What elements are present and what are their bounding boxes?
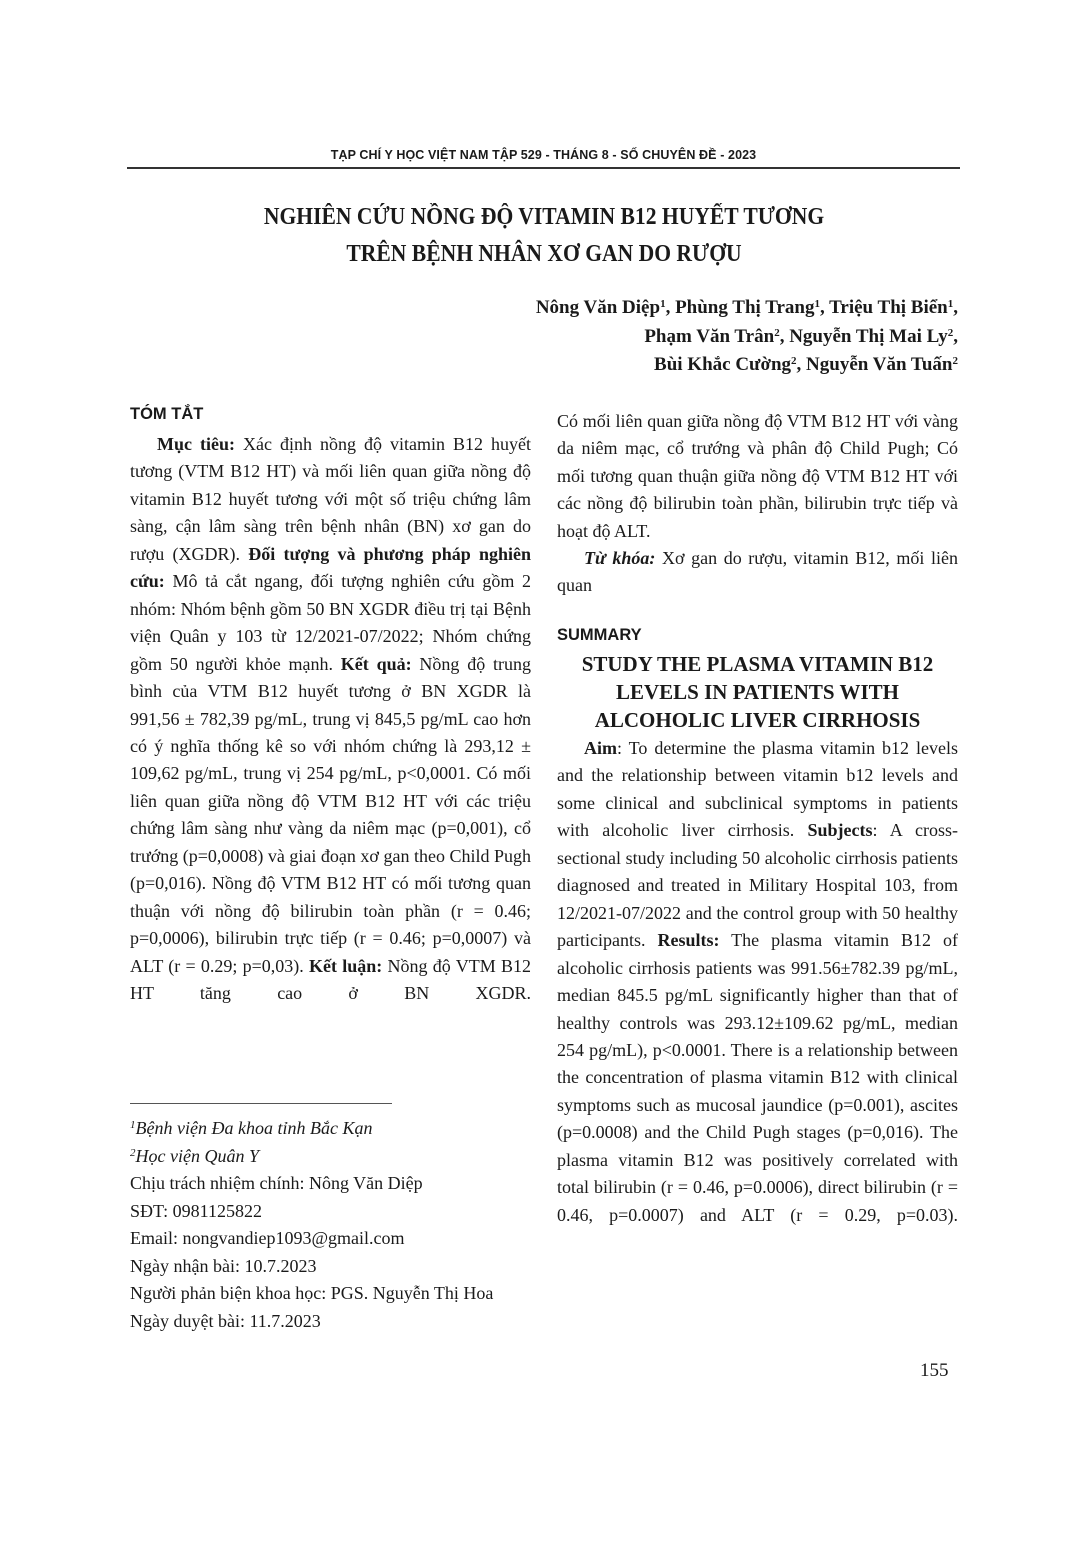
label-subjects: Subjects (807, 820, 873, 841)
corresponding-author: Chịu trách nhiệm chính: Nông Văn Diệp (130, 1173, 423, 1193)
author-name: Phạm Văn Trân (644, 325, 775, 347)
affiliation-mark: 2 (791, 355, 797, 367)
label-results: Kết quả: (340, 653, 412, 674)
abstract-text: Mô tả cắt ngang, đối tượng nghiên cứu gồm 2 nhóm: Nhóm bệnh gồm 50 BN XGDR điều trị tại Bệnh viện Quân y 103 từ 12/2021-07/2022; Nhóm chứng gồm 50 người khỏe mạnh. (130, 571, 531, 674)
summary-text: : A cross-sectional study including 50 alcoholic cirrhosis patients diagnosed and treated in Military Hospital 103, from 12/2021-07/2022 and the control group with 50 healthy participants. (557, 820, 958, 951)
abstract-heading: TÓM TẮT (130, 405, 204, 423)
summary-title-line: ALCOHOLIC LIVER CIRRHOSIS (594, 708, 921, 732)
reviewer: Người phản biện khoa học: PGS. Nguyễn Thị Hoa (130, 1283, 494, 1303)
summary-text: : To determine the plasma vitamin b12 levels and the relationship between vitamin b12 levels and some clinical and subclinical symptoms in patients with alcoholic liver cirrhosis. (557, 738, 958, 841)
affiliation-mark: 1 (814, 298, 820, 310)
affiliation-mark: 1 (660, 298, 666, 310)
abstract-text: Xác định nồng độ vitamin B12 huyết tương (VTM B12 HT) và mối liên quan giữa nồng độ vitamin B12 huyết tương với một số triệu chứng lâm sàng, cận lâm sàng trên bệnh nhân (BN) xơ gan do rượu (XGDR). (130, 434, 531, 564)
summary-text: The plasma vitamin B12 of alcoholic cirrhosis patients was 991.56±782.39 pg/mL, median 845.5 pg/mL significantly higher than that of healthy controls was 293.12±109.62 pg/mL, median 254 pg/mL), p<0.0001. There is a relationship between the concentration of plasma vitamin B12 with clinical symptoms such as mucosal jaundice (p=0.001), ascites (p=0.0008) and the Child Pugh stages (p=0,016). The plasma vitamin B12 was positively correlated with total bilirubin (r = 0.46, p=0.0006), direct bilirubin (r = 0.46, p=0.0007) and ALT (r = 0.29, p=0.03). (557, 930, 958, 1225)
affiliation-mark: 2 (947, 326, 954, 339)
label-objective: Mục tiêu: (157, 434, 235, 454)
affiliation-1: Bệnh viện Đa khoa tỉnh Bắc Kạn (135, 1118, 373, 1138)
affiliation-mark: 1 (947, 298, 954, 310)
label-results-en: Results: (657, 930, 720, 951)
header-divider (127, 167, 960, 169)
summary-title (557, 650, 958, 734)
author-list: Nông Văn Diệp$^1$, Phùng Thị Trang$^1$, Triệu Thị Biển$^1$, Phạm Văn Trân$^2$, Nguyễn Thị Mai Ly$^2$, Bùi Khắc Cường$^2$, Nguyễn Văn Tuấn$^2$ (535, 297, 958, 375)
abstract-vi-body (130, 431, 531, 1008)
keywords-label: Từ khóa: (584, 548, 656, 568)
abstract-text: Nồng độ VTM B12 HT tăng cao ở BN XGDR. (130, 955, 531, 1004)
journal-header: TẠP CHÍ Y HỌC VIỆT NAM TẬP 529 - THÁNG 8 - SỐ CHUYÊN ĐỀ - 2023 (330, 148, 757, 162)
accepted-date: Ngày duyệt bài: 11.7.2023 (130, 1310, 321, 1331)
footnote-divider (130, 1103, 392, 1104)
author-name: Phùng Thị Trang (675, 297, 815, 318)
title-line: TRÊN BỆNH NHÂN XƠ GAN DO RƯỢU (346, 241, 742, 267)
footnotes: $^1$Bệnh viện Đa khoa tỉnh Bắc Kạn $^2$Học viện Quân Y Chịu trách nhiệm chính: Nông Văn Diệp SĐT: 0981125822 Email: nongvandiep1093@gmail.com Ngày nhận bài: 10.7.2023 Người phản biện khoa học: PGS. Nguyễn Thị Hoa Ngày duyệt bài: 11.7.2023 (130, 1115, 493, 1335)
label-aim: Aim (584, 738, 617, 758)
article-title (189, 199, 898, 273)
affiliation-mark: 2 (774, 326, 780, 339)
affiliation-mark: 2 (952, 355, 958, 367)
title-line: NGHIÊN CỨU NỒNG ĐỘ VITAMIN B12 HUYẾT TƯƠNG (263, 204, 825, 230)
author-name: Nông Văn Diệp (535, 297, 661, 318)
abstract-vi-continued: Có mối liên quan giữa nồng độ VTM B12 HT với vàng da niêm mạc, cổ trướng và phân độ Child Pugh; Có mối tương quan thuận giữa nồng độ VTM B12 HT với các nồng độ bilirubin toàn phần, bilirubin trực tiếp và hoạt độ ALT. (557, 411, 958, 541)
summary-body (557, 735, 958, 1229)
email: Email: nongvandiep1093@gmail.com (130, 1228, 405, 1248)
page-number: 155 (920, 1360, 949, 1381)
summary-title-line: STUDY THE PLASMA VITAMIN B12 (581, 652, 934, 676)
received-date: Ngày nhận bài: 10.7.2023 (130, 1255, 317, 1276)
author-name: Nguyễn Văn Tuấn (806, 354, 953, 375)
label-methods: Đối tượng và phương pháp nghiên cứu: (130, 543, 531, 592)
author-name: Triệu Thị Biển (829, 297, 948, 318)
keywords (557, 545, 958, 600)
phone: SĐT: 0981125822 (130, 1200, 262, 1221)
author-name: Nguyễn Thị Mai Ly (789, 325, 948, 347)
label-conclusion: Kết luận: (309, 955, 383, 976)
keywords-text: Xơ gan do rượu, vitamin B12, mối liên quan (557, 548, 958, 596)
author-name: Bùi Khắc Cường (654, 354, 792, 375)
summary-title-line: LEVELS IN PATIENTS WITH (615, 680, 899, 704)
summary-heading: SUMMARY (557, 626, 642, 644)
affiliation-2: Học viện Quân Y (135, 1145, 259, 1166)
abstract-text: Nồng độ trung bình của VTM B12 huyết tương ở BN XGDR là 991,56 ± 782,39 pg/mL, trung vị 845,5 pg/mL cao hơn có ý nghĩa thống kê so với nhóm chứng là 293,12 ± 109,62 pg/mL, trung vị 254 pg/mL, p<0,0001. Có mối liên quan giữa nồng độ VTM B12 HT với các triệu chứng lâm sàng như vàng da niêm mạc (p=0,001), cổ trướng (p=0,0008) và giai đoạn xơ gan theo Child Pugh (p=0,016). Nồng độ VTM B12 HT có mối tương quan thuận với nồng độ bilirubin toàn phần (r = 0.46; p=0,0006), bilirubin trực tiếp (r = 0.46; p=0,0007) và ALT (r = 0.29; p=0,03). (130, 653, 531, 976)
